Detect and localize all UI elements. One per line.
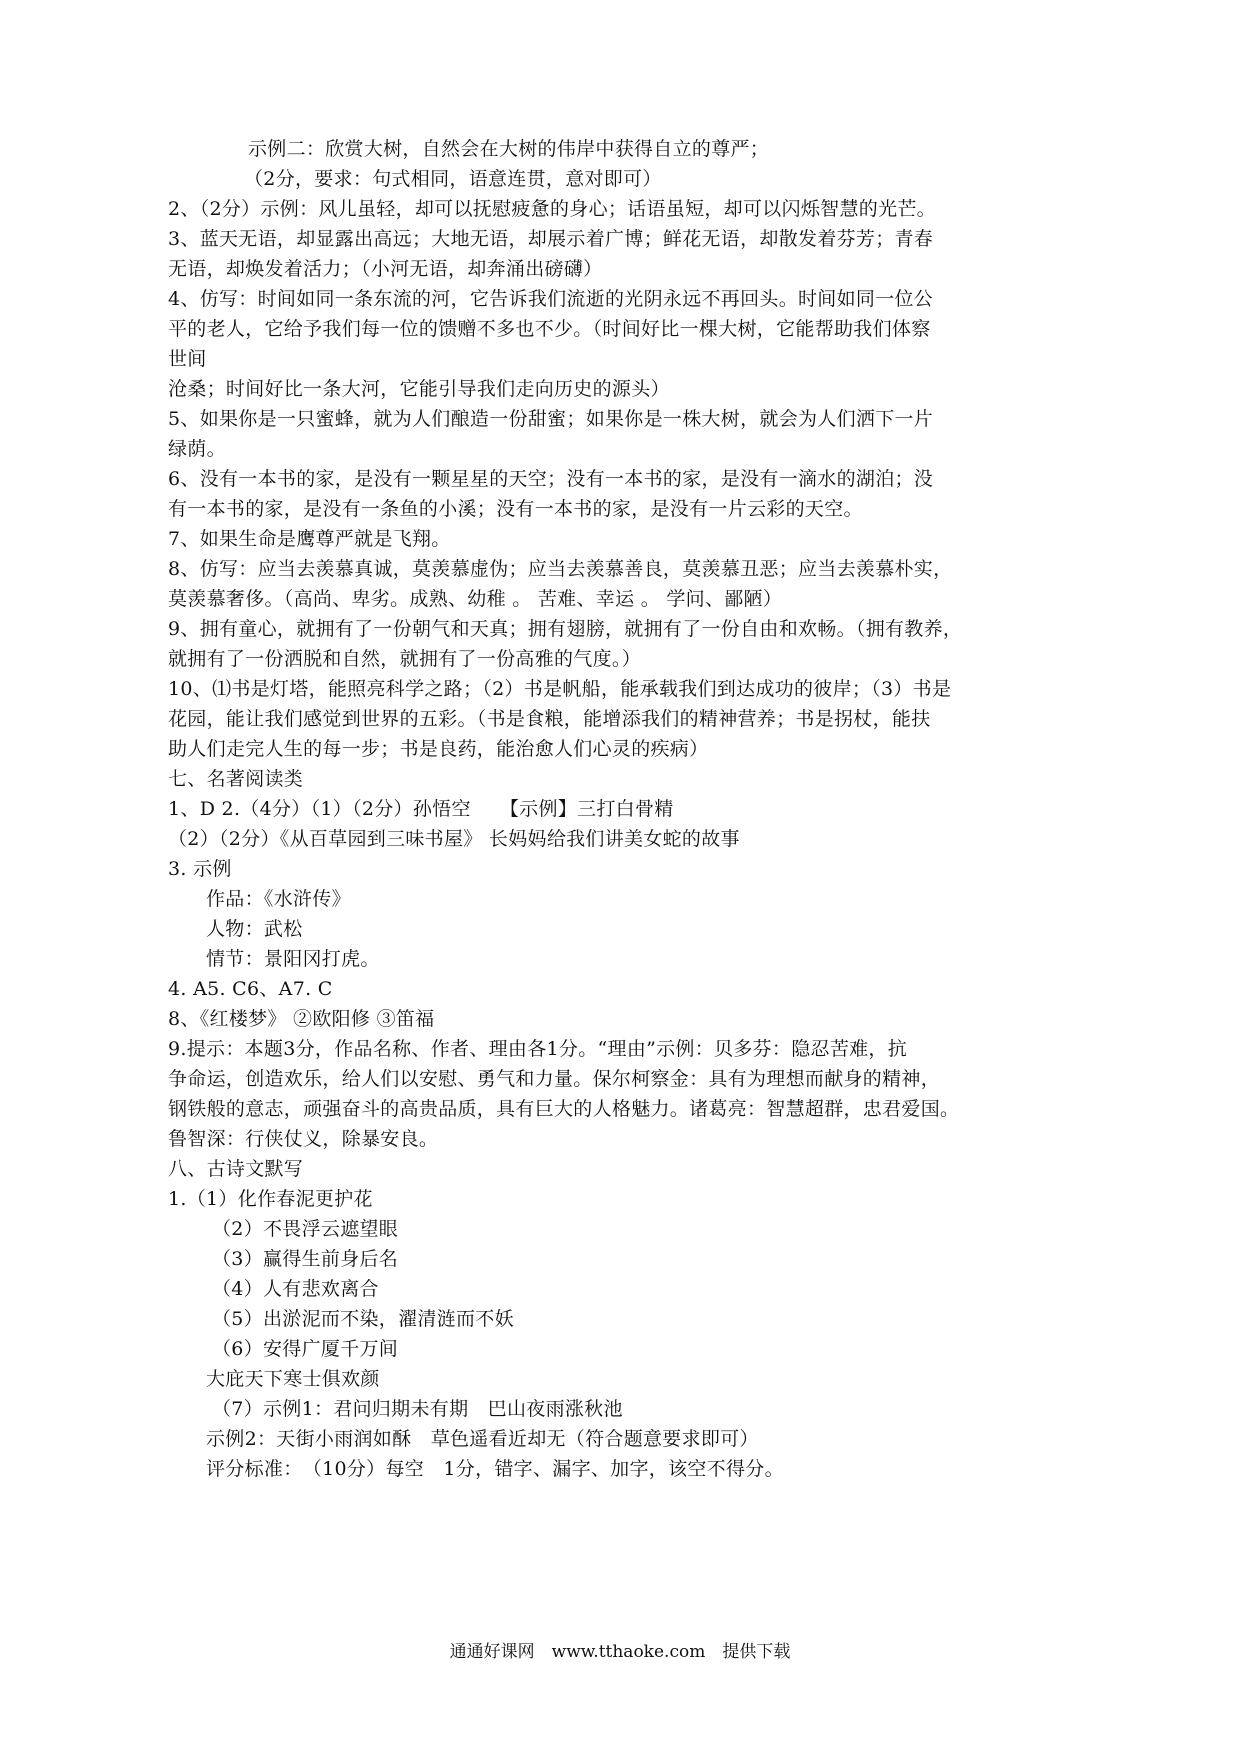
text-line: 沧桑；时间好比一条大河，它能引导我们走向历史的源头） [168,378,670,400]
text-line: （6）安得广厦千万间 [212,1338,399,1360]
text-line: （4）人有悲欢离合 [212,1278,379,1300]
text-line: 情节：景阳冈打虎。 [206,948,380,970]
text-line: 人物：武松 [206,918,303,940]
text-line: 6、没有一本书的家，是没有一颗星星的天空；没有一本书的家，是没有一滴水的湖泊；没 [168,468,934,490]
text-line: （2分，要求：句式相同，语意连贯，意对即可） [244,168,662,190]
text-line: （2）（2分）《从百草园到三味书屋》 长妈妈给我们讲美女蛇的故事 [168,828,740,850]
section-heading: 七、名著阅读类 [168,768,304,790]
text-line: 10、⑴书是灯塔，能照亮科学之路；（2）书是帆船，能承载我们到达成功的彼岸；（3）书是 [168,678,952,700]
text-line: 9.提示：本题3分，作品名称、作者、理由各1分。“理由”示例：贝多芬：隐忍苦难，抗 [168,1038,908,1060]
text-line: 示例二：欣赏大树，自然会在大树的伟岸中获得自立的尊严； [248,138,770,160]
text-line: （2）不畏浮云遮望眼 [212,1218,399,1240]
text-line: 7、如果生命是鹰尊严就是飞翔。 [168,528,451,550]
section-heading: 八、古诗文默写 [168,1158,304,1180]
text-line: 3、蓝天无语，却显露出高远；大地无语，却展示着广博；鲜花无语，却散发着芬芳；青春 [168,228,934,250]
text-line: 平的老人，它给予我们每一位的馈赠不多也不少。（时间好比一棵大树，它能帮助我们体察 [168,318,931,340]
text-line: 5、如果你是一只蜜蜂，就为人们酿造一份甜蜜；如果你是一株大树，就会为人们洒下一片 [168,408,934,430]
text-line: 1、D 2.（4分）（1）（2分）孙悟空 【示例】三打白骨精 [168,798,674,820]
text-line: 4、仿写：时间如同一条东流的河，它告诉我们流逝的光阴永远不再回头。时间如同一位公 [168,288,934,310]
text-line: 花园，能让我们感觉到世界的五彩。（书是食粮，能增添我们的精神营养；书是拐杖，能扶 [168,708,931,730]
text-line: 助人们走完人生的每一步；书是良药，能治愈人们心灵的疾病） [168,738,709,760]
text-line: 8、《红楼梦》 ②欧阳修 ③笛福 [168,1008,435,1030]
text-line: 鲁智深：行侠仗义，除暴安良。 [168,1128,439,1150]
text-line: 世间 [168,348,207,370]
page-footer: 通通好课网 www.tthaoke.com 提供下载 [449,1642,791,1662]
text-line: 4. A5. C6、A7. C [168,978,333,1000]
text-line: 争命运，创造欢乐，给人们以安慰、勇气和力量。保尔柯察金：具有为理想而献身的精神， [168,1068,941,1090]
text-line: 大庇天下寒士俱欢颜 [206,1368,380,1390]
text-line: 3. 示例 [168,858,232,880]
text-line: 作品：《水浒传》 [206,888,351,910]
text-line: 9、拥有童心，就拥有了一份朝气和天真；拥有翅膀，就拥有了一份自由和欢畅。（拥有教养， [168,618,963,640]
text-line: 莫羡慕奢侈。（高尚、卑劣。成熟、幼稚 。 苦难、幸运 。 学问、鄙陋） [168,588,783,610]
text-line: 就拥有了一份洒脱和自然，就拥有了一份高雅的气度。） [168,648,642,670]
text-line: 1.（1）化作春泥更护花 [168,1188,373,1210]
text-line: 有一本书的家，是没有一条鱼的小溪；没有一本书的家，是没有一片云彩的天空。 [168,498,863,520]
text-line: 评分标准： （10分）每空 1分，错字、漏字、加字，该空不得分。 [206,1458,784,1480]
text-line: 2、（2分）示例：风儿虽轻，却可以抚慰疲惫的身心；话语虽短，却可以闪烁智慧的光芒。 [168,198,936,220]
text-line: 绿荫。 [168,438,226,460]
text-line: 钢铁般的意志，顽强奋斗的高贵品质，具有巨大的人格魅力。诸葛亮：智慧超群，忠君爱国。 [168,1098,960,1120]
text-line: （3）赢得生前身后名 [212,1248,399,1270]
text-line: 无语，却焕发着活力；（小河无语，却奔涌出磅礴） [168,258,603,280]
text-line: （5）出淤泥而不染，濯清涟而不妖 [212,1308,514,1330]
text-line: 示例2：天街小雨润如酥 草色遥看近却无（符合题意要求即可） [206,1428,759,1450]
text-line: （7）示例1：君问归期未有期 巴山夜雨涨秋池 [212,1398,623,1420]
text-line: 8、仿写：应当去羡慕真诚，莫羡慕虚伪；应当去羡慕善良，莫羡慕丑恶；应当去羡慕朴实， [168,558,953,580]
